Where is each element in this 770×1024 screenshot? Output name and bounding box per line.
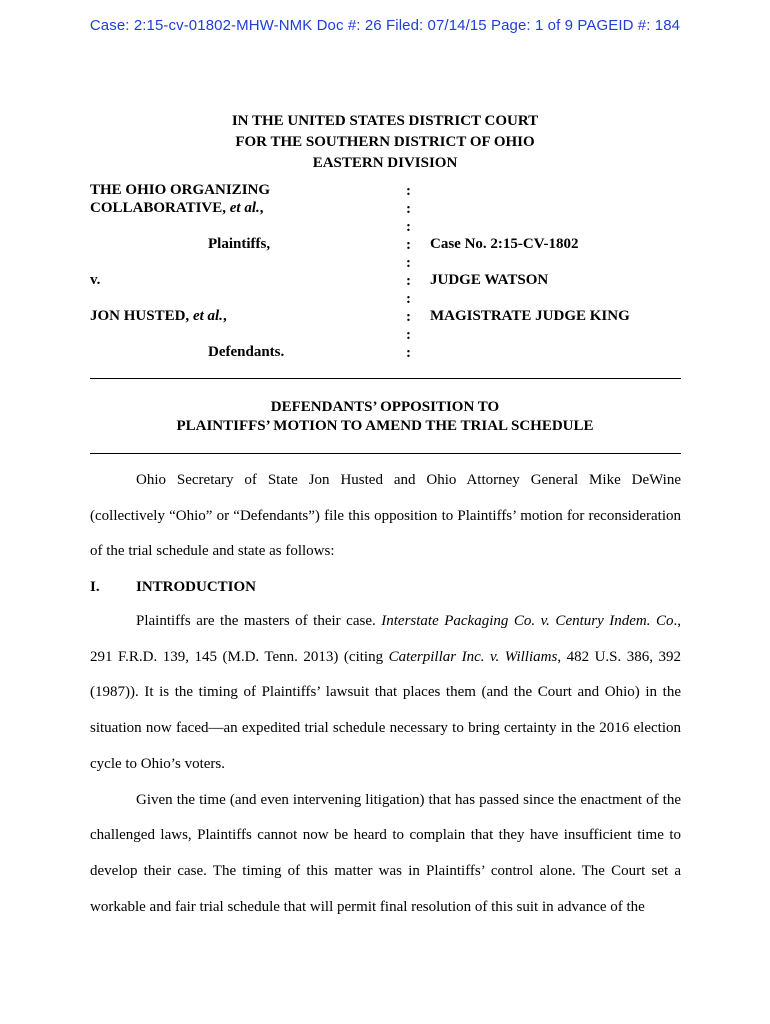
versus-label: v. bbox=[90, 272, 101, 288]
plaintiffs-label: Plaintiffs, bbox=[208, 236, 271, 252]
caption-colon-column: : : : : : : : : : : bbox=[406, 183, 411, 361]
paragraph-1-text-b: ., 291 F.R.D. 139, 145 (M.D. Tenn. 2013) (citing bbox=[90, 613, 682, 665]
defendant-name-comma: , bbox=[222, 308, 227, 324]
intro-paragraph: Ohio Secretary of State Jon Husted and Ohio Attorney General Mike DeWine (collectively “Ohio” or “Defendants”) file this opposition to Plaintiffs’ motion for reconsideration of the trial schedule and state as follows: bbox=[90, 472, 681, 560]
caption-divider-bottom bbox=[90, 453, 681, 454]
motion-title-line-2: PLAINTIFFS’ MOTION TO AMEND THE TRIAL SCHEDULE bbox=[176, 418, 594, 434]
court-heading-line-2: FOR THE SOUTHERN DISTRICT OF OHIO bbox=[235, 134, 535, 150]
paragraph-2: Given the time (and even intervening litigation) that has passed since the enactment of the challenged laws, Plaintiffs cannot now be heard to complain that they have insufficient time to develop their case. The timing of this matter was in Plaintiffs’ control alone. The Court set a workable and fair trial schedule that will permit final resolution of this suit in advance of the bbox=[90, 791, 681, 915]
defendant-et-al: et al. bbox=[192, 308, 223, 324]
paragraph-1 bbox=[90, 604, 681, 783]
intro-paragraph-block bbox=[90, 463, 681, 570]
court-heading-line-1: IN THE UNITED STATES DISTRICT COURT bbox=[231, 113, 539, 129]
magistrate-judge-name: MAGISTRATE JUDGE KING bbox=[430, 308, 630, 324]
body-paragraphs bbox=[90, 604, 681, 925]
case-caption bbox=[90, 182, 690, 367]
court-heading bbox=[0, 111, 770, 174]
plaintiff-name-text: COLLABORATIVE, bbox=[90, 200, 230, 216]
plaintiff-name-line-1: THE OHIO ORGANIZING bbox=[90, 182, 271, 198]
judge-name: JUDGE WATSON bbox=[430, 272, 549, 288]
case-number: Case No. 2:15-CV-1802 bbox=[430, 236, 579, 252]
plaintiff-name-line-2 bbox=[90, 200, 264, 217]
paragraph-1-text-c: , 482 U.S. 386, 392 (1987)). It is the timing of Plaintiffs’ lawsuit that places them (and the Court and Ohio) in the situation now faced—an expedited trial schedule necessary to bring certainty in the 2016 election cycle to Ohio’s voters. bbox=[90, 648, 681, 772]
citation-interstate-packaging: Interstate Packaging Co. v. Century Indem. Co bbox=[381, 613, 674, 629]
ecf-header-stamp: Case: 2:15-cv-01802-MHW-NMK Doc #: 26 Filed: 07/14/15 Page: 1 of 9 PAGEID #: 184 bbox=[89, 17, 681, 34]
motion-title bbox=[0, 398, 770, 436]
section-title: INTRODUCTION bbox=[136, 579, 257, 595]
citation-caterpillar: Caterpillar Inc. v. Williams bbox=[388, 648, 558, 665]
paragraph-1-text-a: Plaintiffs are the masters of their case. bbox=[136, 613, 382, 629]
section-number: I. bbox=[90, 579, 100, 595]
plaintiff-et-al: et al. bbox=[229, 200, 260, 216]
motion-title-line-1: DEFENDANTS’ OPPOSITION TO bbox=[270, 399, 500, 415]
defendant-name-text: JON HUSTED, bbox=[90, 308, 193, 324]
court-heading-line-3: EASTERN DIVISION bbox=[312, 155, 458, 171]
section-heading bbox=[90, 579, 256, 596]
defendant-name bbox=[90, 308, 227, 325]
plaintiff-name-comma: , bbox=[259, 200, 264, 216]
caption-divider-top bbox=[90, 378, 681, 379]
defendants-label: Defendants. bbox=[208, 344, 285, 360]
